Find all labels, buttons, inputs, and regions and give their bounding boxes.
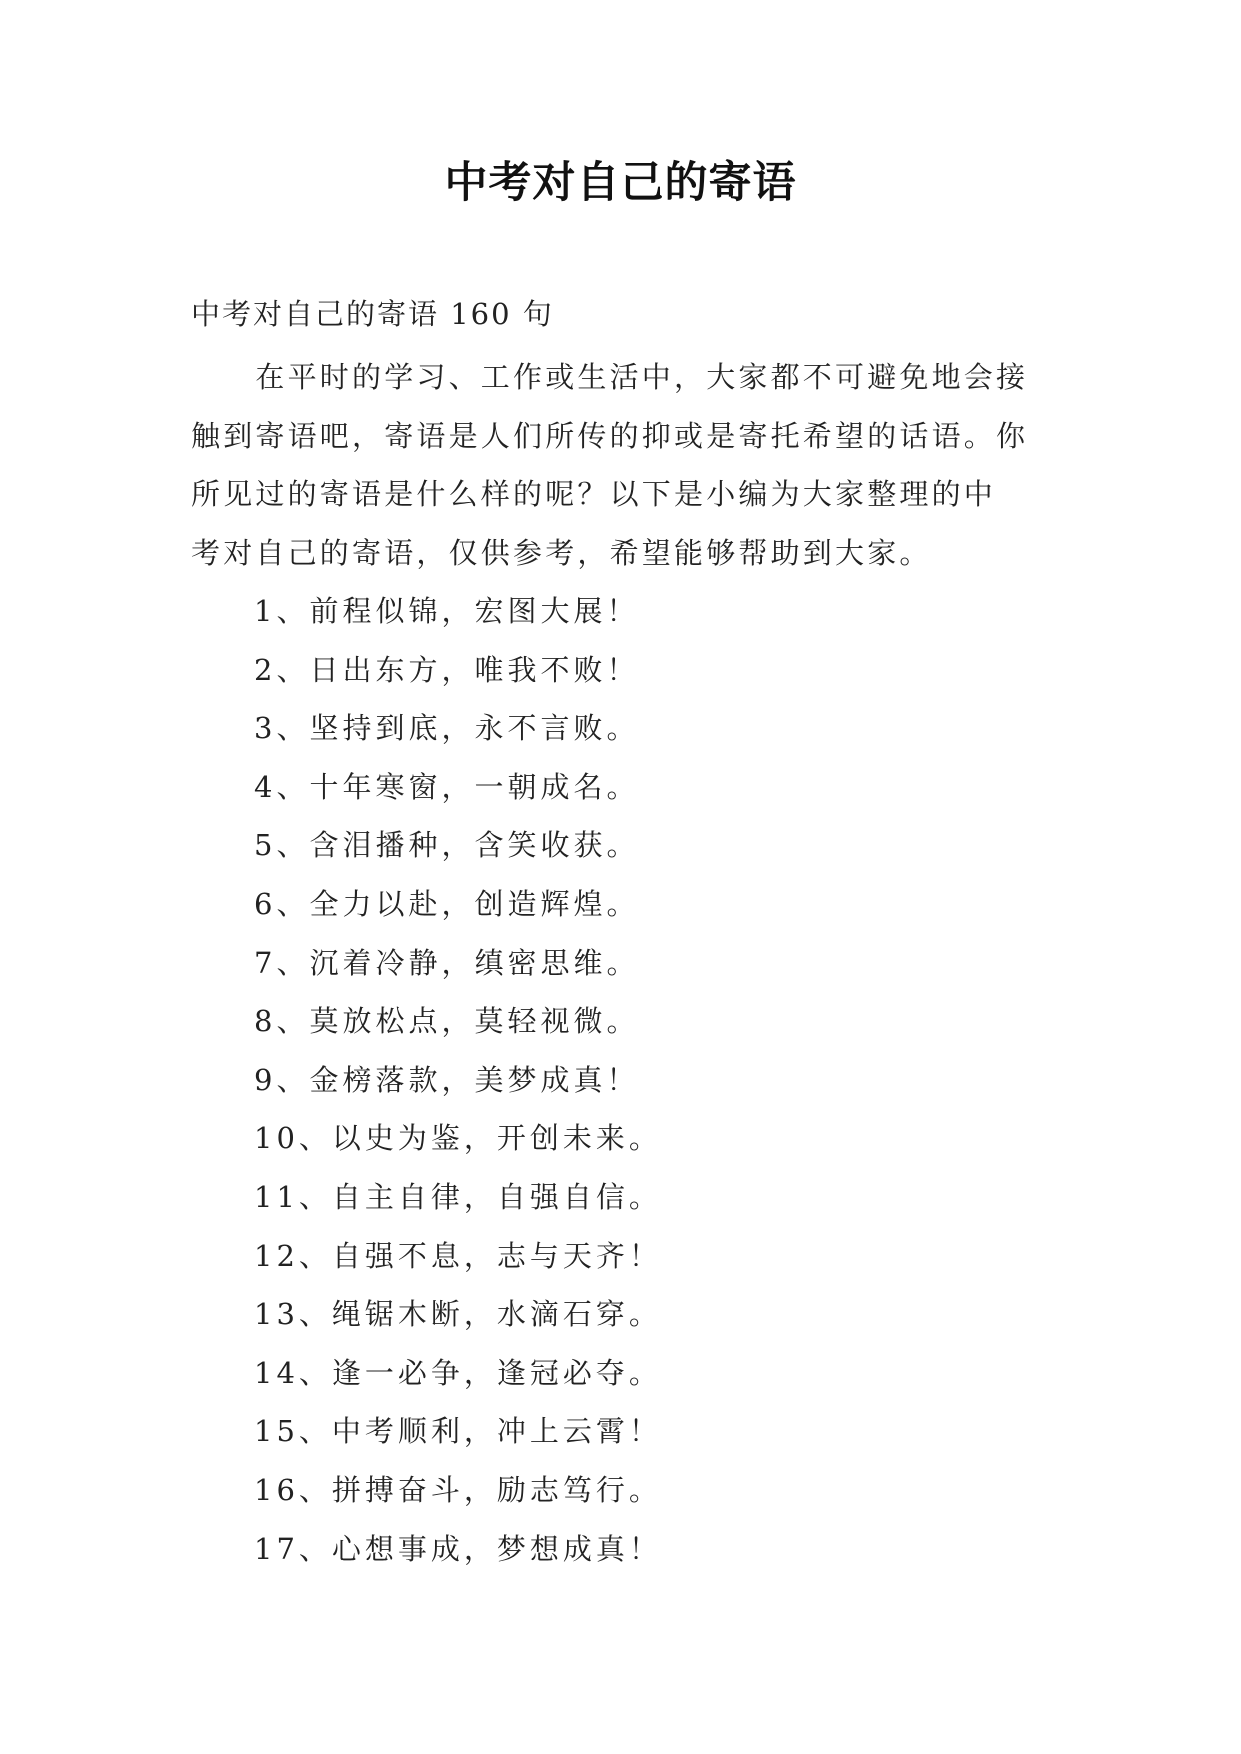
list-item: 7、沉着冷静，缜密思维。 [254, 945, 640, 980]
list-item: 10、以史为鉴，开创未来。 [254, 1121, 662, 1156]
list-item: 13、绳锯木断，水滴石穿。 [254, 1297, 662, 1332]
list-item: 11、自主自律，自强自信。 [254, 1179, 662, 1214]
list-item: 5、含泪播种，含笑收获。 [254, 828, 640, 863]
list-item: 14、逢一必争，逢冠必夺。 [254, 1355, 662, 1390]
document-subtitle: 中考对自己的寄语 160 句 [191, 297, 554, 331]
quote-list [254, 582, 662, 1578]
list-item: 9、金榜落款，美梦成真！ [254, 1062, 640, 1097]
list-item: 4、十年寒窗，一朝成名。 [254, 769, 640, 804]
intro-line: 所见过的寄语是什么样的呢？以下是小编为大家整理的中 [191, 477, 997, 511]
intro-line: 触到寄语吧，寄语是人们所传的抑或是寄托希望的话语。你 [191, 418, 1029, 453]
list-item: 8、莫放松点，莫轻视微。 [254, 1004, 640, 1039]
list-item: 2、日出东方，唯我不败！ [254, 652, 640, 687]
document-title: 中考对自己的寄语 [444, 158, 797, 208]
list-item: 16、拼搏奋斗，励志笃行。 [254, 1472, 662, 1507]
intro-paragraph [191, 348, 1051, 582]
list-item: 15、中考顺利，冲上云霄！ [254, 1414, 662, 1449]
list-item: 6、全力以赴，创造辉煌。 [254, 886, 640, 921]
list-item: 3、坚持到底，永不言败。 [254, 711, 640, 746]
intro-line: 在平时的学习、工作或生活中，大家都不可避免地会接 [191, 360, 1029, 394]
list-item: 12、自强不息，志与天齐！ [254, 1238, 662, 1273]
intro-line: 考对自己的寄语，仅供参考，希望能够帮助到大家。 [191, 535, 932, 570]
list-item: 1、前程似锦，宏图大展！ [254, 594, 640, 628]
list-item: 17、心想事成，梦想成真！ [254, 1531, 662, 1566]
